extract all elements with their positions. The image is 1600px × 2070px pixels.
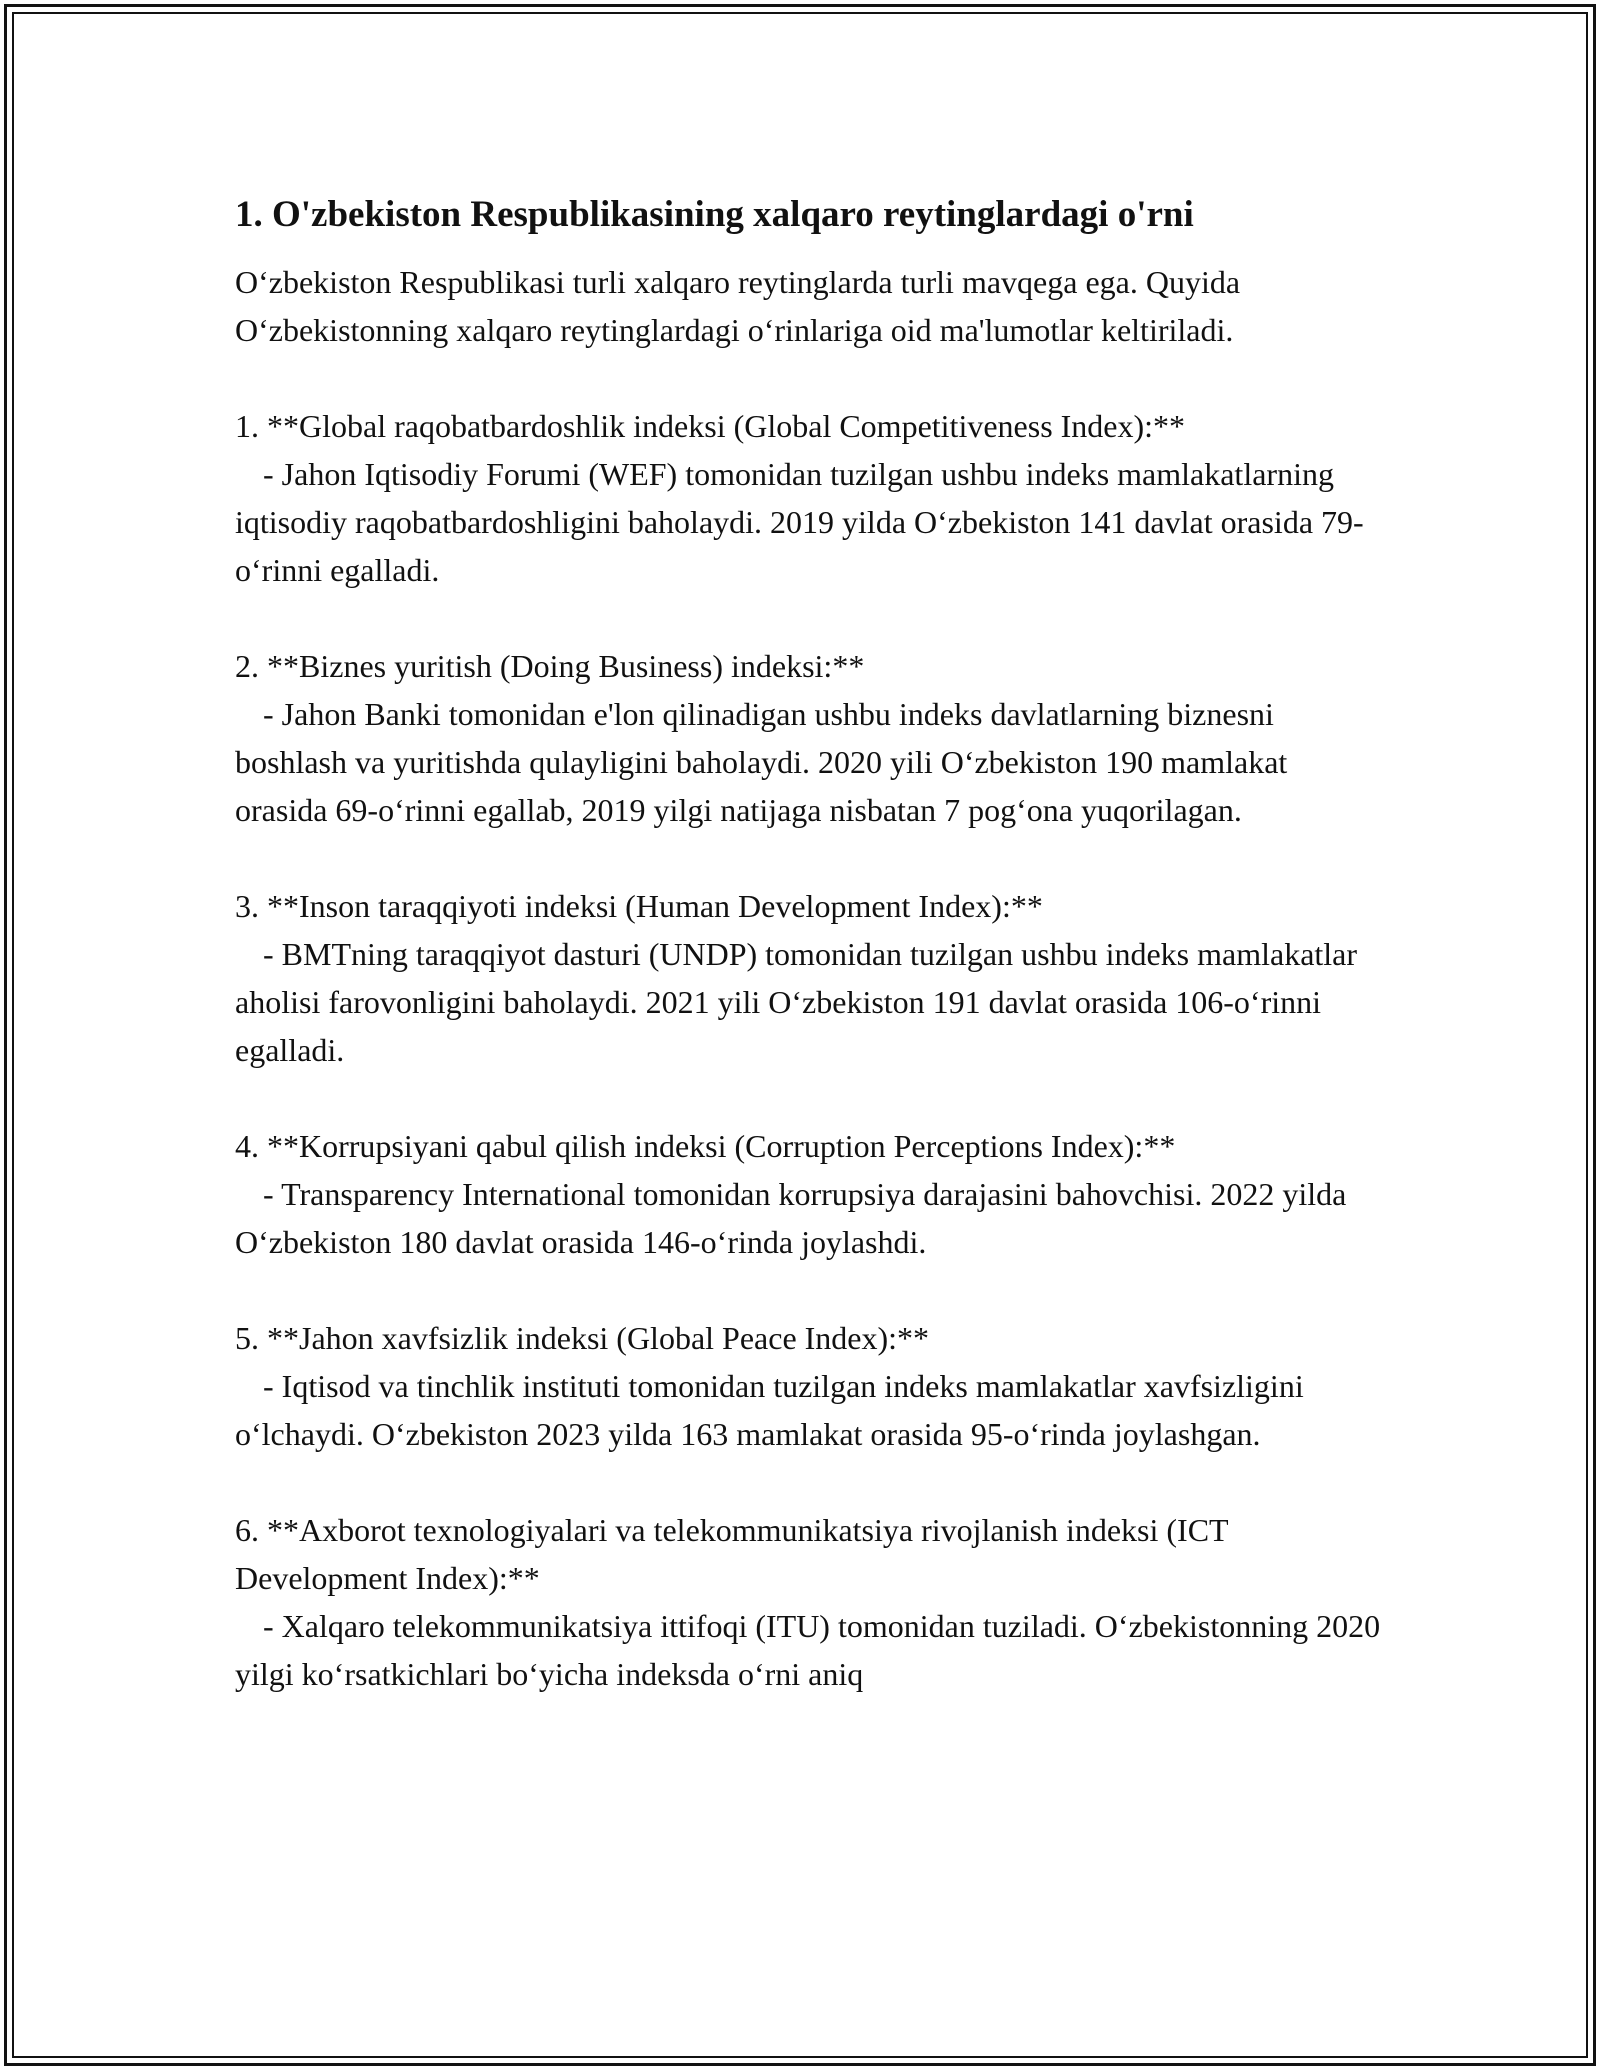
ranking-item-heading: 5. **Jahon xavfsizlik indeksi (Global Peace Index):** bbox=[235, 1320, 930, 1356]
ranking-item-heading: 1. **Global raqobatbardoshlik indeksi (Global Competitiveness Index):** bbox=[235, 408, 1186, 444]
ranking-item-body: - Jahon Banki tomonidan e'lon qilinadigan ushbu indeks davlatlarning biznesni boshlash va yuritishda qulayligini baholaydi. 2020 yili O‘zbekiston 190 mamlakat orasida 69-o‘rinni egallab, 2019 yilgi natijaga nisbatan 7 pog‘ona yuqorilagan. bbox=[235, 696, 1288, 828]
ranking-item-body: - Jahon Iqtisodiy Forumi (WEF) tomonidan tuzilgan ushbu indeks mamlakatlarning iqtisodiy raqobatbardoshligini baholaydi. 2019 yilda O‘zbekiston 141 davlat orasida 79-o‘rinni egalladi. bbox=[235, 456, 1364, 588]
ranking-item-human-development bbox=[235, 882, 1385, 1074]
document-body bbox=[235, 190, 1385, 1698]
ranking-item-global-peace bbox=[235, 1314, 1385, 1458]
intro-paragraph: O‘zbekiston Respublikasi turli xalqaro reytinglarda turli mavqega ega. Quyida O‘zbekistonning xalqaro reytinglardagi o‘rinlariga oid ma'lumotlar keltiriladi. bbox=[235, 264, 1241, 348]
ranking-item-heading: 3. **Inson taraqqiyoti indeksi (Human Development Index):** bbox=[235, 888, 1043, 924]
ranking-item-ict-development bbox=[235, 1506, 1385, 1698]
ranking-item-heading: 4. **Korrupsiyani qabul qilish indeksi (Corruption Perceptions Index):** bbox=[235, 1128, 1176, 1164]
ranking-item-heading: 6. **Axborot texnologiyalari va telekommunikatsiya rivojlanish indeksi (ICT Development Index):** bbox=[235, 1512, 1229, 1596]
document-title: 1. O'zbekiston Respublikasining xalqaro reytinglardagi o'rni bbox=[235, 194, 1194, 235]
ranking-item-body: - Transparency International tomonidan korrupsiya darajasini bahovchisi. 2022 yilda O‘zbekiston 180 davlat orasida 146-o‘rinda joylashdi. bbox=[235, 1176, 1347, 1260]
ranking-item-body: - BMTning taraqqiyot dasturi (UNDP) tomonidan tuzilgan ushbu indeks mamlakatlar aholisi farovonligini baholaydi. 2021 yili O‘zbekiston 191 davlat orasida 106-o‘rinni egalladi. bbox=[235, 936, 1358, 1068]
ranking-item-body: - Iqtisod va tinchlik instituti tomonidan tuzilgan indeks mamlakatlar xavfsizligini o‘lchaydi. O‘zbekiston 2023 yilda 163 mamlakat orasida 95-o‘rinda joylashgan. bbox=[235, 1368, 1304, 1452]
ranking-item-doing-business bbox=[235, 642, 1385, 834]
ranking-item-global-competitiveness bbox=[235, 402, 1385, 594]
ranking-item-heading: 2. **Biznes yuritish (Doing Business) indeksi:** bbox=[235, 648, 865, 684]
ranking-item-corruption-perceptions bbox=[235, 1122, 1385, 1266]
ranking-item-body: - Xalqaro telekommunikatsiya ittifoqi (ITU) tomonidan tuziladi. O‘zbekistonning 2020 yilgi ko‘rsatkichlari bo‘yicha indeksda o‘rni aniq bbox=[235, 1608, 1381, 1692]
